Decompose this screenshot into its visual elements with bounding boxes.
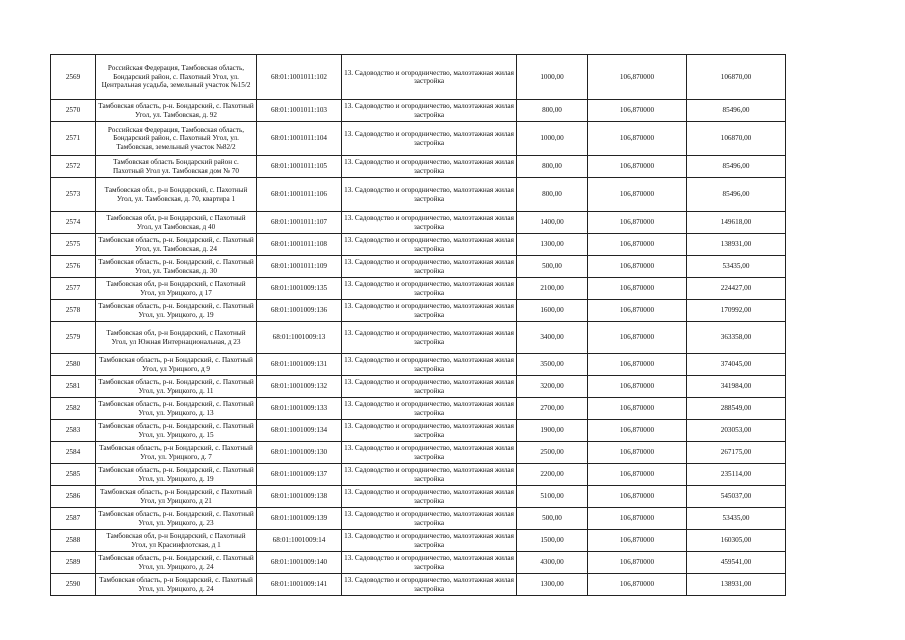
- cell-address: Тамбовская область, р-н Бондарский, с. Пахотный Угол, ул. Урицкого, д. 7: [96, 442, 257, 464]
- cell-cadastral-value: 374045,00: [687, 354, 786, 376]
- cell-row-number: 2571: [51, 122, 96, 156]
- table-row: [51, 398, 786, 420]
- table-row: [51, 178, 786, 212]
- cell-cadastral-value: 106870,00: [687, 55, 786, 100]
- cell-cadastral-value: 459541,00: [687, 552, 786, 574]
- cell-specific-value: 106,870000: [588, 398, 687, 420]
- cell-area: 500,00: [517, 508, 588, 530]
- cell-specific-value: 106,870000: [588, 354, 687, 376]
- cell-address: Тамбовская область Бондарский район с. Пахотный Угол ул. Тамбовская дом № 70: [96, 156, 257, 178]
- cell-specific-value: 106,870000: [588, 552, 687, 574]
- cell-area: 1600,00: [517, 300, 588, 322]
- cell-permitted-use: 13. Садоводство и огородничество, малоэтажная жилая застройка: [342, 278, 517, 300]
- cell-address: Тамбовская область, р-н. Бондарский, с. Пахотный Угол, ул. Тамбовская, д. 24: [96, 234, 257, 256]
- cell-address: Тамбовская обл, р-н Бондарский, с Пахотный Угол, ул Тамбовская, д 40: [96, 212, 257, 234]
- cell-address: Тамбовская область, р-н. Бондарский, с. Пахотный Угол, ул. Урицкого, д. 19: [96, 464, 257, 486]
- cell-address: Тамбовская область, р-н Бондарский, с. Пахотный Угол, ул Урицкого, д 9: [96, 354, 257, 376]
- cell-area: 2500,00: [517, 442, 588, 464]
- cell-permitted-use: 13. Садоводство и огородничество, малоэтажная жилая застройка: [342, 552, 517, 574]
- cell-permitted-use: 13. Садоводство и огородничество, малоэтажная жилая застройка: [342, 354, 517, 376]
- table-row: [51, 464, 786, 486]
- cell-area: 4300,00: [517, 552, 588, 574]
- cell-permitted-use: 13. Садоводство и огородничество, малоэтажная жилая застройка: [342, 398, 517, 420]
- cell-address: Тамбовская область, р-н. Бондарский, с. Пахотный Угол, ул. Урицкого, д. 15: [96, 420, 257, 442]
- table-row: [51, 376, 786, 398]
- cell-permitted-use: 13. Садоводство и огородничество, малоэтажная жилая застройка: [342, 300, 517, 322]
- cell-row-number: 2586: [51, 486, 96, 508]
- cell-area: 3200,00: [517, 376, 588, 398]
- cell-cadastral-number: 68:01:1001009:139: [257, 508, 342, 530]
- cell-row-number: 2580: [51, 354, 96, 376]
- cell-specific-value: 106,870000: [588, 486, 687, 508]
- cell-cadastral-value: 341984,00: [687, 376, 786, 398]
- cell-row-number: 2569: [51, 55, 96, 100]
- cell-area: 1300,00: [517, 234, 588, 256]
- cell-cadastral-number: 68:01:1001009:136: [257, 300, 342, 322]
- cell-cadastral-number: 68:01:1001009:132: [257, 376, 342, 398]
- table-row: [51, 100, 786, 122]
- cell-address: Тамбовская область, р-н. Бондарский, с. Пахотный Угол, ул. Урицкого, д. 23: [96, 508, 257, 530]
- cell-cadastral-value: 53435,00: [687, 508, 786, 530]
- cell-specific-value: 106,870000: [588, 300, 687, 322]
- cell-row-number: 2587: [51, 508, 96, 530]
- cell-cadastral-value: 106870,00: [687, 122, 786, 156]
- cell-cadastral-value: 85496,00: [687, 156, 786, 178]
- cell-specific-value: 106,870000: [588, 278, 687, 300]
- cell-row-number: 2578: [51, 300, 96, 322]
- cell-permitted-use: 13. Садоводство и огородничество, малоэтажная жилая застройка: [342, 442, 517, 464]
- cell-row-number: 2584: [51, 442, 96, 464]
- cell-row-number: 2583: [51, 420, 96, 442]
- cell-cadastral-value: 203053,00: [687, 420, 786, 442]
- cell-row-number: 2579: [51, 322, 96, 354]
- cell-cadastral-value: 53435,00: [687, 256, 786, 278]
- cell-cadastral-value: 138931,00: [687, 574, 786, 596]
- cell-cadastral-value: 149618,00: [687, 212, 786, 234]
- table-row: [51, 530, 786, 552]
- cell-cadastral-number: 68:01:1001011:108: [257, 234, 342, 256]
- cell-cadastral-number: 68:01:1001009:137: [257, 464, 342, 486]
- cell-row-number: 2574: [51, 212, 96, 234]
- table-row: [51, 234, 786, 256]
- cell-area: 2200,00: [517, 464, 588, 486]
- cell-cadastral-value: 288549,00: [687, 398, 786, 420]
- cell-address: Тамбовская область, р-н. Бондарский, с. Пахотный Угол, ул. Урицкого, д. 11: [96, 376, 257, 398]
- cell-area: 1400,00: [517, 212, 588, 234]
- cell-specific-value: 106,870000: [588, 178, 687, 212]
- cell-address: Тамбовская область, р-н. Бондарский, с. Пахотный Угол, ул. Урицкого, д. 24: [96, 552, 257, 574]
- cell-row-number: 2585: [51, 464, 96, 486]
- cell-cadastral-number: 68:01:1001009:135: [257, 278, 342, 300]
- cell-specific-value: 106,870000: [588, 122, 687, 156]
- cell-area: 3500,00: [517, 354, 588, 376]
- cell-address: Российская Федерация, Тамбовская область, Бондарский район, с. Пахотный Угол, ул. Тамбовская, земельный участок №82/2: [96, 122, 257, 156]
- cell-area: 1000,00: [517, 55, 588, 100]
- cell-cadastral-number: 68:01:1001011:107: [257, 212, 342, 234]
- cell-cadastral-value: 160305,00: [687, 530, 786, 552]
- cell-area: 2100,00: [517, 278, 588, 300]
- cell-permitted-use: 13. Садоводство и огородничество, малоэтажная жилая застройка: [342, 574, 517, 596]
- cell-area: 1000,00: [517, 122, 588, 156]
- cell-cadastral-number: 68:01:1001009:134: [257, 420, 342, 442]
- cell-specific-value: 106,870000: [588, 234, 687, 256]
- cell-cadastral-number: 68:01:1001009:14: [257, 530, 342, 552]
- cell-cadastral-number: 68:01:1001011:104: [257, 122, 342, 156]
- cell-address: Тамбовская обл., р-н Бондарский, с. Пахотный Угол, ул. Тамбовская, д. 70, квартира 1: [96, 178, 257, 212]
- cell-cadastral-value: 267175,00: [687, 442, 786, 464]
- cell-row-number: 2588: [51, 530, 96, 552]
- cell-permitted-use: 13. Садоводство и огородничество, малоэтажная жилая застройка: [342, 256, 517, 278]
- table-row: [51, 442, 786, 464]
- cell-address: Тамбовская обл, р-н Бондарский, с Пахотный Угол, ул Красинфлотская, д 1: [96, 530, 257, 552]
- cell-permitted-use: 13. Садоводство и огородничество, малоэтажная жилая застройка: [342, 322, 517, 354]
- cell-address: Тамбовская обл, р-н Бондарский, с Пахотный Угол, ул Урицкого, д 17: [96, 278, 257, 300]
- cell-cadastral-number: 68:01:1001009:141: [257, 574, 342, 596]
- cell-row-number: 2577: [51, 278, 96, 300]
- cell-cadastral-number: 68:01:1001009:138: [257, 486, 342, 508]
- cell-area: 800,00: [517, 100, 588, 122]
- cell-permitted-use: 13. Садоводство и огородничество, малоэтажная жилая застройка: [342, 122, 517, 156]
- cell-row-number: 2573: [51, 178, 96, 212]
- table-row: [51, 354, 786, 376]
- cell-specific-value: 106,870000: [588, 55, 687, 100]
- cell-permitted-use: 13. Садоводство и огородничество, малоэтажная жилая застройка: [342, 100, 517, 122]
- table-row: [51, 156, 786, 178]
- cell-row-number: 2570: [51, 100, 96, 122]
- cell-cadastral-number: 68:01:1001011:102: [257, 55, 342, 100]
- cell-permitted-use: 13. Садоводство и огородничество, малоэтажная жилая застройка: [342, 530, 517, 552]
- cell-cadastral-value: 224427,00: [687, 278, 786, 300]
- cell-specific-value: 106,870000: [588, 376, 687, 398]
- table-row: [51, 122, 786, 156]
- cell-cadastral-value: 170992,00: [687, 300, 786, 322]
- cell-cadastral-number: 68:01:1001011:103: [257, 100, 342, 122]
- cell-cadastral-number: 68:01:1001011:105: [257, 156, 342, 178]
- cell-specific-value: 106,870000: [588, 100, 687, 122]
- cell-permitted-use: 13. Садоводство и огородничество, малоэтажная жилая застройка: [342, 178, 517, 212]
- cell-row-number: 2572: [51, 156, 96, 178]
- table-row: [51, 552, 786, 574]
- cell-cadastral-number: 68:01:1001009:140: [257, 552, 342, 574]
- cell-permitted-use: 13. Садоводство и огородничество, малоэтажная жилая застройка: [342, 234, 517, 256]
- cell-row-number: 2589: [51, 552, 96, 574]
- cell-cadastral-number: 68:01:1001011:106: [257, 178, 342, 212]
- cell-area: 1900,00: [517, 420, 588, 442]
- cell-specific-value: 106,870000: [588, 574, 687, 596]
- cell-area: 800,00: [517, 156, 588, 178]
- cell-area: 1300,00: [517, 574, 588, 596]
- cell-permitted-use: 13. Садоводство и огородничество, малоэтажная жилая застройка: [342, 486, 517, 508]
- cell-address: Тамбовская область, р-н. Бондарский, с. Пахотный Угол, ул. Урицкого, д. 13: [96, 398, 257, 420]
- cell-row-number: 2576: [51, 256, 96, 278]
- cell-address: Российская Федерация, Тамбовская область, Бондарский район, с. Пахотный Угол, ул. Центральная усадьба, земельный участок №15/2: [96, 55, 257, 100]
- cell-specific-value: 106,870000: [588, 212, 687, 234]
- cell-row-number: 2575: [51, 234, 96, 256]
- cell-specific-value: 106,870000: [588, 156, 687, 178]
- table-row: [51, 322, 786, 354]
- cell-specific-value: 106,870000: [588, 420, 687, 442]
- cell-cadastral-value: 138931,00: [687, 234, 786, 256]
- cell-cadastral-number: 68:01:1001009:13: [257, 322, 342, 354]
- cell-permitted-use: 13. Садоводство и огородничество, малоэтажная жилая застройка: [342, 464, 517, 486]
- table-row: [51, 212, 786, 234]
- table-row: [51, 55, 786, 100]
- table-row: [51, 486, 786, 508]
- cell-permitted-use: 13. Садоводство и огородничество, малоэтажная жилая застройка: [342, 156, 517, 178]
- table-row: [51, 574, 786, 596]
- cell-specific-value: 106,870000: [588, 508, 687, 530]
- cell-cadastral-value: 235114,00: [687, 464, 786, 486]
- cell-address: Тамбовская область, р-н. Бондарский, с. Пахотный Угол, ул. Тамбовская, д. 30: [96, 256, 257, 278]
- cell-permitted-use: 13. Садоводство и огородничество, малоэтажная жилая застройка: [342, 508, 517, 530]
- cell-area: 800,00: [517, 178, 588, 212]
- table-row: [51, 256, 786, 278]
- cell-cadastral-value: 545037,00: [687, 486, 786, 508]
- cell-permitted-use: 13. Садоводство и огородничество, малоэтажная жилая застройка: [342, 212, 517, 234]
- cell-address: Тамбовская область, р-н. Бондарский, с. Пахотный Угол, ул. Тамбовская, д. 92: [96, 100, 257, 122]
- cell-specific-value: 106,870000: [588, 530, 687, 552]
- table-body: [51, 55, 786, 596]
- cell-cadastral-number: 68:01:1001009:133: [257, 398, 342, 420]
- table-row: [51, 508, 786, 530]
- cell-cadastral-value: 85496,00: [687, 178, 786, 212]
- cell-row-number: 2581: [51, 376, 96, 398]
- cell-permitted-use: 13. Садоводство и огородничество, малоэтажная жилая застройка: [342, 55, 517, 100]
- cell-area: 2700,00: [517, 398, 588, 420]
- table-row: [51, 300, 786, 322]
- cell-specific-value: 106,870000: [588, 256, 687, 278]
- cell-specific-value: 106,870000: [588, 464, 687, 486]
- cell-area: 500,00: [517, 256, 588, 278]
- cell-specific-value: 106,870000: [588, 442, 687, 464]
- cell-area: 5100,00: [517, 486, 588, 508]
- cell-address: Тамбовская область, р-н Бондарский, с. Пахотный Угол, ул. Урицкого, д. 24: [96, 574, 257, 596]
- cell-cadastral-value: 85496,00: [687, 100, 786, 122]
- cell-specific-value: 106,870000: [588, 322, 687, 354]
- cell-row-number: 2582: [51, 398, 96, 420]
- table-row: [51, 420, 786, 442]
- cell-permitted-use: 13. Садоводство и огородничество, малоэтажная жилая застройка: [342, 420, 517, 442]
- cell-area: 3400,00: [517, 322, 588, 354]
- table-row: [51, 278, 786, 300]
- cell-address: Тамбовская область, р-н. Бондарский, с. Пахотный Угол, ул. Урицкого, д. 19: [96, 300, 257, 322]
- cell-cadastral-number: 68:01:1001011:109: [257, 256, 342, 278]
- cell-address: Тамбовская обл, р-н Бондарский, с Пахотный Угол, ул Южная Интернациональная, д 23: [96, 322, 257, 354]
- cell-row-number: 2590: [51, 574, 96, 596]
- cell-cadastral-number: 68:01:1001009:130: [257, 442, 342, 464]
- cell-area: 1500,00: [517, 530, 588, 552]
- land-cadastral-table: [50, 54, 786, 596]
- cell-cadastral-number: 68:01:1001009:131: [257, 354, 342, 376]
- cell-cadastral-value: 363358,00: [687, 322, 786, 354]
- cell-address: Тамбовская область, р-н Бондарский, с Пахотный Угол, ул Урицкого, д 21: [96, 486, 257, 508]
- cell-permitted-use: 13. Садоводство и огородничество, малоэтажная жилая застройка: [342, 376, 517, 398]
